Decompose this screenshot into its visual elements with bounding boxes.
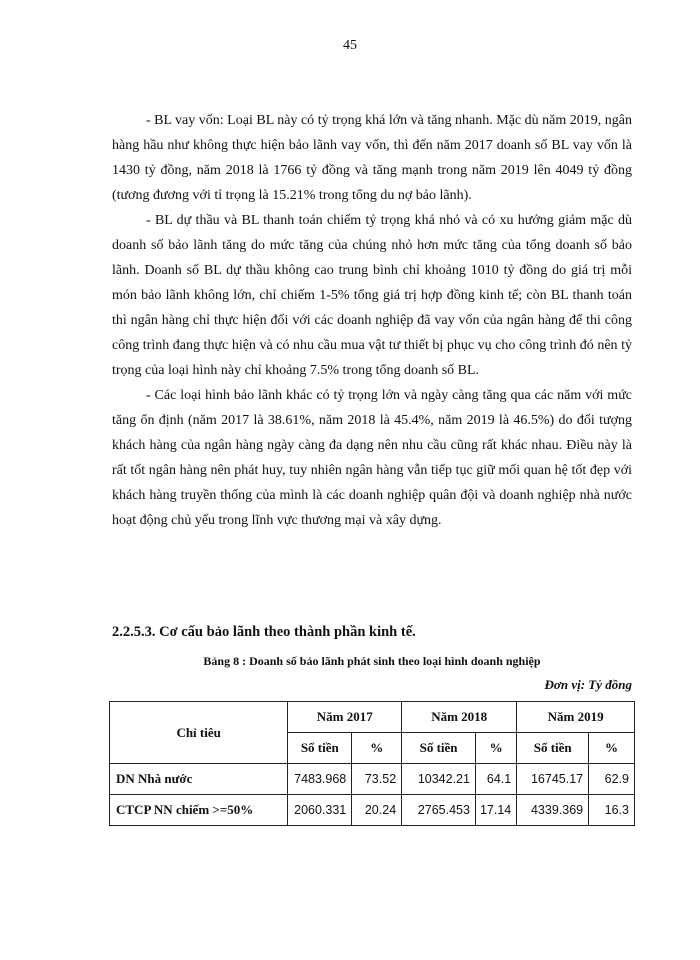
cell-value: 16.3: [589, 795, 635, 826]
subheader-percent: %: [475, 733, 516, 764]
page-number: 45: [343, 38, 357, 53]
column-header-year: Năm 2017: [288, 702, 402, 733]
cell-value: 73.52: [352, 764, 402, 795]
body-text: [112, 108, 632, 533]
paragraph-bid-payment-guarantee: - BL dự thầu và BL thanh toán chiếm tỷ trọng khá nhỏ và có xu hướng giảm mặc dù doanh số bảo lãnh tăng do mức tăng của chúng nhỏ hơn mức tăng của tổng doanh số bảo lãnh. Doanh số BL dự thầu không cao trung bình chỉ khoảng 1010 tỷ đồng do giá trị mỗi món bảo lãnh không lớn, chỉ chiếm 1-5% tổng giá trị hợp đồng kinh tế; còn BL thanh toán thì ngân hàng chỉ thực hiện đối với các doanh nghiệp đã vay vốn của ngân hàng để thi công công trình đang thực hiện và có nhu cầu mua vật tư thiết bị phục vụ cho công trình đó nên tỷ trọng của loại hình này chỉ khoảng 7.5% trong tổng doanh số BL.: [112, 213, 632, 378]
cell-value: 17.14: [475, 795, 516, 826]
subheader-percent: %: [589, 733, 635, 764]
row-label: CTCP NN chiếm >=50%: [110, 795, 288, 826]
column-header-indicator: Chỉ tiêu: [110, 702, 288, 764]
unit-note: Đơn vị: Tỷ đồng: [544, 677, 632, 692]
cell-value: 2765.453: [402, 795, 476, 826]
paragraph-other-guarantees: - Các loại hình bảo lãnh khác có tỷ trọng lớn và ngày càng tăng qua các năm với mức tăng ổn định (năm 2017 là 38.61%, năm 2018 là 45.4%, năm 2019 là 46.5%) do đối tượng khách hàng của ngân hàng ngày càng đa dạng nên nhu cầu cũng rất khác nhau. Điều này là rất tốt ngân hàng nên phát huy, tuy nhiên ngân hàng vẫn tiếp tục giữ mối quan hệ tốt đẹp với khách hàng truyền thống của mình là các doanh nghiệp quân đội và doanh nghiệp nhà nước hoạt động chủ yếu trong lĩnh vực thương mại và xây dựng.: [112, 388, 632, 528]
cell-value: 4339.369: [517, 795, 589, 826]
subheader-amount: Số tiền: [288, 733, 352, 764]
cell-value: 10342.21: [402, 764, 476, 795]
section-heading: 2.2.5.3. Cơ cấu bảo lãnh theo thành phần kinh tế.: [112, 624, 416, 640]
row-label: DN Nhà nước: [110, 764, 288, 795]
column-header-year: Năm 2019: [517, 702, 635, 733]
cell-value: 16745.17: [517, 764, 589, 795]
cell-value: 7483.968: [288, 764, 352, 795]
subheader-amount: Số tiền: [402, 733, 476, 764]
table-header-row: [110, 702, 635, 733]
paragraph-loan-guarantee: - BL vay vốn: Loại BL này có tỷ trọng khá lớn và tăng nhanh. Mặc dù năm 2019, ngân hàng hầu như không thực hiện bảo lãnh vay vốn, thì đến năm 2017 doanh số BL vay vốn là 1430 tỷ đồng, năm 2018 là 1766 tỷ đồng và tăng mạnh trong năm 2019 lên 4049 tỷ đồng (tương đương với tỉ trọng là 15.21% trong tổng du nợ bảo lãnh).: [112, 113, 632, 203]
table-caption: Bảng 8 : Doanh số bảo lãnh phát sinh theo loại hình doanh nghiệp: [203, 654, 541, 668]
cell-value: 20.24: [352, 795, 402, 826]
cell-value: 62.9: [589, 764, 635, 795]
table-row: [110, 764, 635, 795]
subheader-amount: Số tiền: [517, 733, 589, 764]
cell-value: 2060.331: [288, 795, 352, 826]
column-header-year: Năm 2018: [402, 702, 517, 733]
table-row: [110, 795, 635, 826]
cell-value: 64.1: [475, 764, 516, 795]
subheader-percent: %: [352, 733, 402, 764]
guarantee-table: [109, 701, 635, 826]
